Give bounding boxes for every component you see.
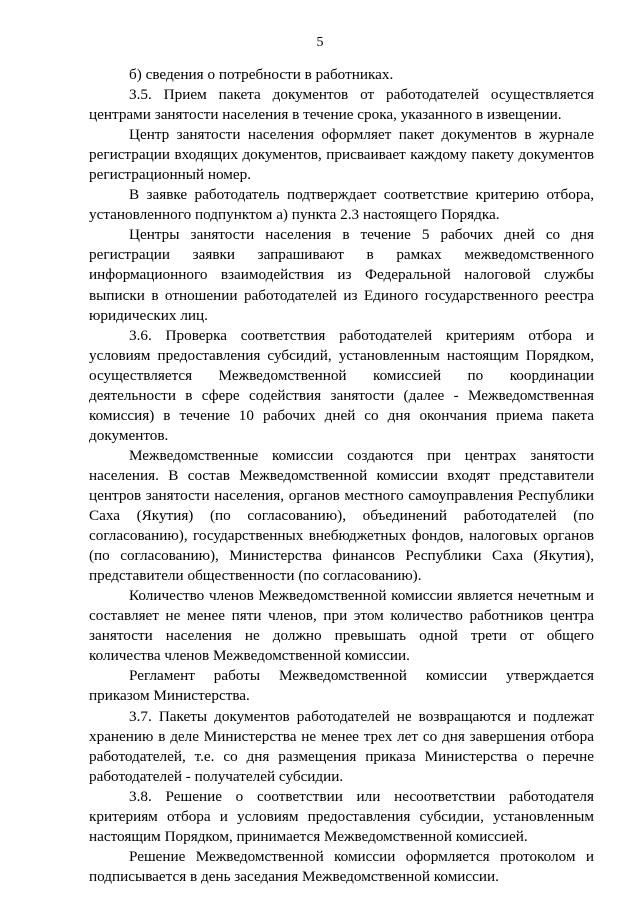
paragraph-commission-composition: Межведомственные комиссии создаются при центрах занятости населения. В состав Межведомственной комиссии входят представители центров занятости населения, органов местного самоуправления Республики Саха (Якутия) (по согласованию), объединений работодателей (по согласованию), государственных внебюджетных фондов, налоговых органов (по согласованию), Министерства финансов Республики Саха (Якутия), представители общественности (по согласованию). bbox=[89, 446, 594, 585]
paragraph-registration-journal: Центр занятости населения оформляет пакет документов в журнале регистрации входящих документов, присваивает каждому пакету документов регистрационный номер. bbox=[89, 126, 594, 184]
paragraph-3-6-compliance-check: 3.6. Проверка соответствия работодателей критериям отбора и условиям предоставления субсидий, установленным настоящим Порядком, осуществляется Межведомственной комиссией по координации деятельности в сфере содействия занятости (далее - Межведомственная комиссия) в течение 10 рабочих дней со дня окончания приема пакета документов. bbox=[89, 326, 594, 444]
document-body bbox=[89, 65, 594, 887]
paragraph-tax-service-request: Центры занятости населения в течение 5 рабочих дней со дня регистрации заявки запрашивают в рамках межведомственного информационного взаимодействия из Федеральной налоговой службы выписки в отношении работодателей из Единого государственного реестра юридических лиц. bbox=[89, 226, 594, 324]
paragraph-commission-regulations: Регламент работы Межведомственной комиссии утверждается приказом Министерства. bbox=[89, 667, 594, 705]
paragraph-3-8-decision: 3.8. Решение о соответствии или несоответствии работодателя критериям отбора и условиям предоставления субсидии, установленным настоящим Порядком, принимается Межведомственной комиссией. bbox=[89, 787, 594, 845]
paragraph-decision-protocol: Решение Межведомственной комиссии оформляется протоколом и подписывается в день заседания Межведомственной комиссии. bbox=[89, 847, 594, 885]
paragraph-commission-members-count: Количество членов Межведомственной комиссии является нечетным и составляет не менее пяти членов, при этом количество работников центра занятости населения не должно превышать одной трети от общего количества членов Межведомственной комиссии. bbox=[89, 587, 594, 665]
paragraph-1-workforce-needs: б) сведения о потребности в работниках. bbox=[129, 66, 394, 83]
paragraph-application-criteria: В заявке работодатель подтверждает соответствие критерию отбора, установленного подпунктом а) пункта 2.3 настоящего Порядка. bbox=[89, 186, 594, 224]
paragraph-3-5-document-receipt: 3.5. Прием пакета документов от работодателей осуществляется центрами занятости населения в течение срока, указанного в извещении. bbox=[89, 86, 594, 124]
paragraph-3-7-document-storage: 3.7. Пакеты документов работодателей не возвращаются и подлежат хранению в деле Министерства не менее трех лет со дня завершения отбора работодателей, т.е. со дня размещения приказа Министерства о перечне работодателей - получателей субсидии. bbox=[89, 707, 594, 785]
page-number: 5 bbox=[316, 35, 324, 50]
